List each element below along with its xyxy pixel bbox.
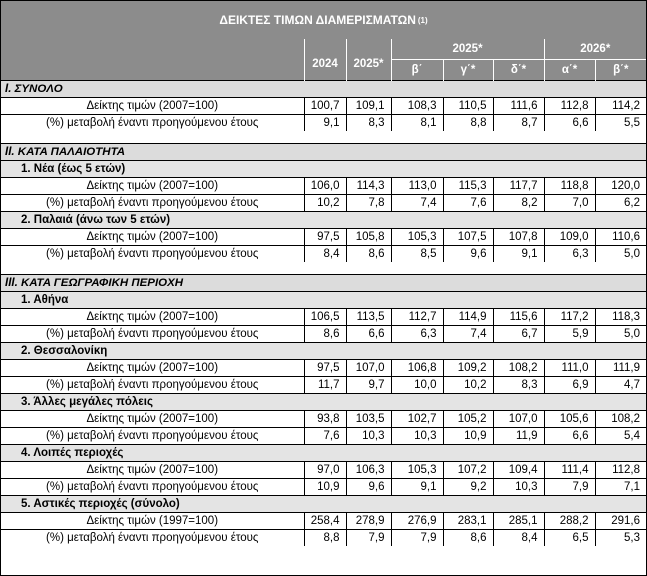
row-label: (%) μεταβολή έναντι προηγούμενου έτους <box>1 428 304 445</box>
value-cell: 105,6 <box>544 411 595 428</box>
subsection-heading: 2. Θεσσαλονίκη <box>1 343 304 360</box>
value-cell: 97,0 <box>304 462 346 479</box>
value-cell: 102,7 <box>391 411 443 428</box>
value-cell: 7,4 <box>443 326 493 343</box>
value-cell: 8,7 <box>493 115 544 132</box>
data-row <box>1 411 646 428</box>
value-cell: 108,2 <box>493 360 544 377</box>
data-row <box>1 479 646 496</box>
value-cell: 11,7 <box>304 377 346 394</box>
data-row <box>1 98 646 115</box>
row-label: Δείκτης τιμών (2007=100) <box>1 360 304 377</box>
value-cell: 5,0 <box>595 326 646 343</box>
value-cell: 114,9 <box>443 309 493 326</box>
value-cell: 106,3 <box>346 462 391 479</box>
value-cell: 108,2 <box>595 411 646 428</box>
section-heading: II. ΚΑΤΑ ΠΑΛΑΙΟΤΗΤΑ <box>1 144 646 161</box>
value-cell: 115,6 <box>493 309 544 326</box>
value-cell: 8,4 <box>493 530 544 547</box>
value-cell: 9,1 <box>304 115 346 132</box>
value-cell: 110,6 <box>595 229 646 246</box>
value-cell: 109,1 <box>346 98 391 115</box>
value-cell: 7,6 <box>443 195 493 212</box>
value-cell: 288,2 <box>544 513 595 530</box>
value-cell: 113,0 <box>391 178 443 195</box>
value-cell: 93,8 <box>304 411 346 428</box>
value-cell: 6,2 <box>595 195 646 212</box>
section-heading: I. ΣΥΝΟΛΟ <box>1 81 646 98</box>
value-cell: 107,8 <box>493 229 544 246</box>
value-cell: 10,3 <box>391 428 443 445</box>
spacer-cell <box>1 131 646 144</box>
section-heading: III. ΚΑΤΑ ΓΕΩΓΡΑΦΙΚΗ ΠΕΡΙΟΧΗ <box>1 275 646 292</box>
value-cell: 283,1 <box>443 513 493 530</box>
data-row <box>1 377 646 394</box>
row-label: (%) μεταβολή έναντι προηγούμενου έτους <box>1 326 304 343</box>
value-cell: 5,9 <box>544 326 595 343</box>
row-label: Δείκτης τιμών (2007=100) <box>1 309 304 326</box>
value-cell: 6,7 <box>493 326 544 343</box>
value-cell: 10,2 <box>304 195 346 212</box>
value-cell: 8,4 <box>304 246 346 263</box>
value-cell: 6,6 <box>544 428 595 445</box>
value-cell: 4,7 <box>595 377 646 394</box>
value-cell: 107,0 <box>493 411 544 428</box>
value-cell: 285,1 <box>493 513 544 530</box>
data-row <box>1 360 646 377</box>
value-cell: 8,2 <box>493 195 544 212</box>
data-row <box>1 513 646 530</box>
value-cell: 112,7 <box>391 309 443 326</box>
header-group-2025: 2025* <box>391 39 544 60</box>
section-row <box>1 144 646 161</box>
subsection-fill <box>304 394 646 411</box>
value-cell: 8,6 <box>443 530 493 547</box>
value-cell: 11,9 <box>493 428 544 445</box>
row-label: (%) μεταβολή έναντι προηγούμενου έτους <box>1 479 304 496</box>
value-cell: 117,2 <box>544 309 595 326</box>
data-row <box>1 428 646 445</box>
value-cell: 109,4 <box>493 462 544 479</box>
header-2025: 2025* <box>346 39 391 81</box>
value-cell: 6,6 <box>346 326 391 343</box>
value-cell: 6,6 <box>544 115 595 132</box>
value-cell: 108,3 <box>391 98 443 115</box>
value-cell: 112,8 <box>544 98 595 115</box>
value-cell: 100,7 <box>304 98 346 115</box>
value-cell: 7,9 <box>346 530 391 547</box>
row-label: (%) μεταβολή έναντι προηγούμενου έτους <box>1 195 304 212</box>
value-cell: 106,5 <box>304 309 346 326</box>
row-label: (%) μεταβολή έναντι προηγούμενου έτους <box>1 246 304 263</box>
value-cell: 8,8 <box>443 115 493 132</box>
value-cell: 105,3 <box>391 229 443 246</box>
row-label: Δείκτης τιμών (2007=100) <box>1 229 304 246</box>
value-cell: 105,3 <box>391 462 443 479</box>
value-cell: 111,0 <box>544 360 595 377</box>
value-cell: 118,8 <box>544 178 595 195</box>
data-row <box>1 115 646 132</box>
subsection-fill <box>304 496 646 513</box>
value-cell: 120,0 <box>595 178 646 195</box>
subsection-fill <box>304 161 646 178</box>
value-cell: 7,1 <box>595 479 646 496</box>
value-cell: 106,0 <box>304 178 346 195</box>
data-row <box>1 309 646 326</box>
value-cell: 117,7 <box>493 178 544 195</box>
value-cell: 8,3 <box>346 115 391 132</box>
value-cell: 114,2 <box>595 98 646 115</box>
subsection-row <box>1 445 646 462</box>
value-cell: 8,8 <box>304 530 346 547</box>
value-cell: 106,8 <box>391 360 443 377</box>
value-cell: 10,3 <box>346 428 391 445</box>
header-row-1 <box>1 39 646 60</box>
subsection-row <box>1 292 646 309</box>
section-row <box>1 81 646 98</box>
price-index-table <box>1 39 646 546</box>
subsection-heading: 3. Άλλες μεγάλες πόλεις <box>1 394 304 411</box>
header-q-g-2025: γ΄* <box>443 60 493 81</box>
value-cell: 6,9 <box>544 377 595 394</box>
title-footnote: (1) <box>417 15 428 25</box>
table-title <box>1 1 646 39</box>
value-cell: 113,5 <box>346 309 391 326</box>
value-cell: 110,5 <box>443 98 493 115</box>
data-row <box>1 195 646 212</box>
value-cell: 109,0 <box>544 229 595 246</box>
value-cell: 7,8 <box>346 195 391 212</box>
value-cell: 5,3 <box>595 530 646 547</box>
header-2024: 2024 <box>304 39 346 81</box>
row-label: Δείκτης τιμών (2007=100) <box>1 462 304 479</box>
value-cell: 8,6 <box>304 326 346 343</box>
value-cell: 115,3 <box>443 178 493 195</box>
value-cell: 10,0 <box>391 377 443 394</box>
value-cell: 6,3 <box>544 246 595 263</box>
row-label: Δείκτης τιμών (2007=100) <box>1 98 304 115</box>
subsection-heading: 5. Αστικές περιοχές (σύνολο) <box>1 496 304 513</box>
value-cell: 107,2 <box>443 462 493 479</box>
value-cell: 105,8 <box>346 229 391 246</box>
value-cell: 8,5 <box>391 246 443 263</box>
section-row <box>1 275 646 292</box>
row-label: Δείκτης τιμών (2007=100) <box>1 411 304 428</box>
subsection-heading: 1. Νέα (έως 5 ετών) <box>1 161 304 178</box>
data-row <box>1 326 646 343</box>
header-blank <box>1 39 304 81</box>
spacer-cell <box>1 262 646 275</box>
value-cell: 114,3 <box>346 178 391 195</box>
value-cell: 7,9 <box>391 530 443 547</box>
value-cell: 278,9 <box>346 513 391 530</box>
subsection-row <box>1 161 646 178</box>
value-cell: 10,9 <box>304 479 346 496</box>
value-cell: 103,5 <box>346 411 391 428</box>
subsection-heading: 1. Αθήνα <box>1 292 304 309</box>
value-cell: 97,5 <box>304 360 346 377</box>
spacer-row <box>1 262 646 275</box>
value-cell: 5,4 <box>595 428 646 445</box>
value-cell: 258,4 <box>304 513 346 530</box>
value-cell: 97,5 <box>304 229 346 246</box>
value-cell: 9,6 <box>346 479 391 496</box>
value-cell: 291,6 <box>595 513 646 530</box>
subsection-fill <box>304 445 646 462</box>
data-row <box>1 530 646 547</box>
subsection-fill <box>304 292 646 309</box>
header-q-a-2026: α΄* <box>544 60 595 81</box>
value-cell: 111,4 <box>544 462 595 479</box>
header-q-b-2025: β΄ <box>391 60 443 81</box>
value-cell: 112,8 <box>595 462 646 479</box>
value-cell: 7,6 <box>304 428 346 445</box>
value-cell: 9,1 <box>391 479 443 496</box>
value-cell: 8,1 <box>391 115 443 132</box>
title-text: ΔΕΙΚΤΕΣ ΤΙΜΩΝ ΔΙΑΜΕΡΙΣΜΑΤΩΝ <box>219 13 416 27</box>
value-cell: 10,3 <box>493 479 544 496</box>
value-cell: 276,9 <box>391 513 443 530</box>
value-cell: 7,0 <box>544 195 595 212</box>
subsection-row <box>1 212 646 229</box>
value-cell: 8,6 <box>346 246 391 263</box>
value-cell: 107,5 <box>443 229 493 246</box>
value-cell: 6,3 <box>391 326 443 343</box>
data-row <box>1 246 646 263</box>
value-cell: 10,9 <box>443 428 493 445</box>
value-cell: 7,4 <box>391 195 443 212</box>
data-row <box>1 178 646 195</box>
spacer-row <box>1 131 646 144</box>
row-label: (%) μεταβολή έναντι προηγούμενου έτους <box>1 530 304 547</box>
value-cell: 8,3 <box>493 377 544 394</box>
subsection-row <box>1 496 646 513</box>
value-cell: 6,5 <box>544 530 595 547</box>
value-cell: 9,7 <box>346 377 391 394</box>
subsection-row <box>1 343 646 360</box>
subsection-fill <box>304 212 646 229</box>
row-label: Δείκτης τιμών (2007=100) <box>1 178 304 195</box>
value-cell: 111,9 <box>595 360 646 377</box>
row-label: (%) μεταβολή έναντι προηγούμενου έτους <box>1 115 304 132</box>
subsection-heading: 4. Λοιπές περιοχές <box>1 445 304 462</box>
row-label: Δείκτης τιμών (1997=100) <box>1 513 304 530</box>
row-label: (%) μεταβολή έναντι προηγούμενου έτους <box>1 377 304 394</box>
value-cell: 111,6 <box>493 98 544 115</box>
header-q-b-2026: β΄* <box>595 60 646 81</box>
value-cell: 118,3 <box>595 309 646 326</box>
subsection-heading: 2. Παλαιά (άνω των 5 ετών) <box>1 212 304 229</box>
value-cell: 5,0 <box>595 246 646 263</box>
value-cell: 10,2 <box>443 377 493 394</box>
value-cell: 5,5 <box>595 115 646 132</box>
value-cell: 107,0 <box>346 360 391 377</box>
subsection-fill <box>304 343 646 360</box>
header-group-2026: 2026* <box>544 39 646 60</box>
value-cell: 9,1 <box>493 246 544 263</box>
data-row <box>1 462 646 479</box>
value-cell: 9,6 <box>443 246 493 263</box>
header-q-d-2025: δ΄* <box>493 60 544 81</box>
value-cell: 7,9 <box>544 479 595 496</box>
value-cell: 105,2 <box>443 411 493 428</box>
subsection-row <box>1 394 646 411</box>
data-row <box>1 229 646 246</box>
value-cell: 9,2 <box>443 479 493 496</box>
value-cell: 109,2 <box>443 360 493 377</box>
